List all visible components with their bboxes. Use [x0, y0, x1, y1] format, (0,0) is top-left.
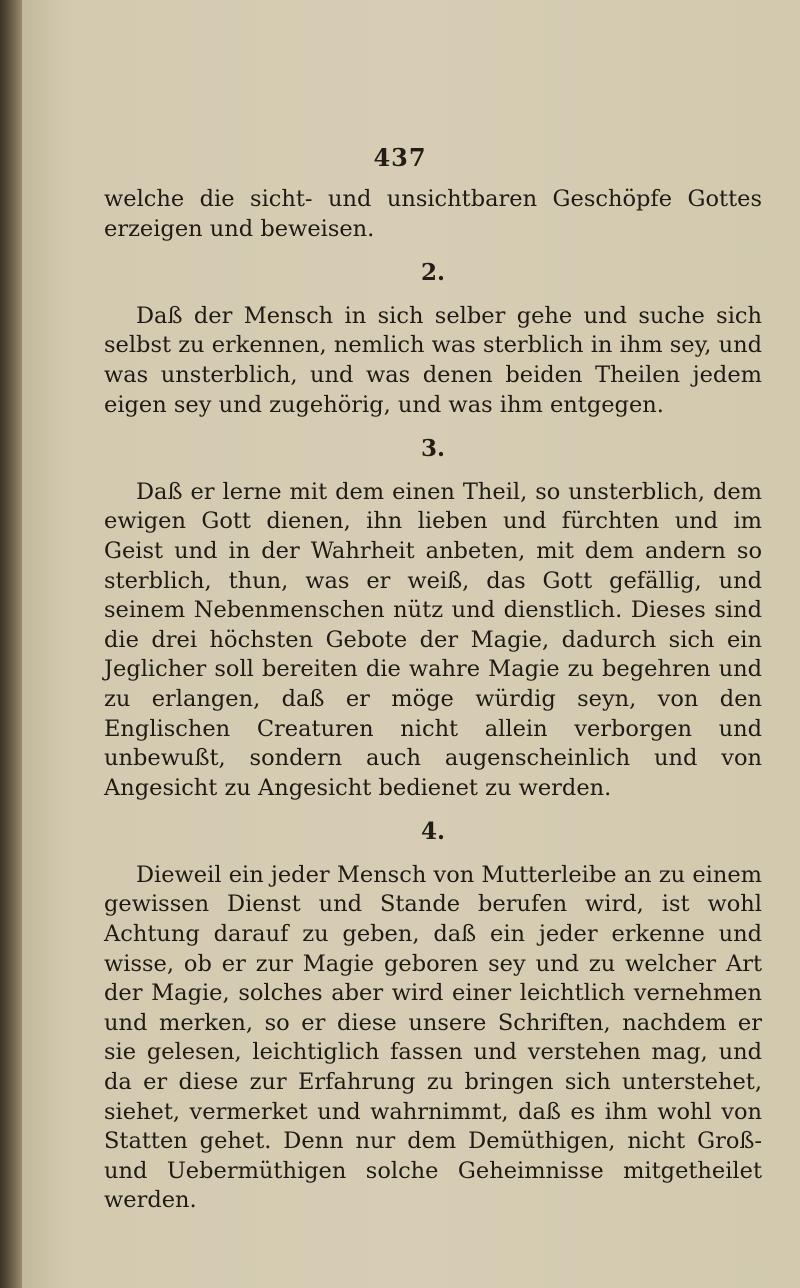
page-content — [104, 185, 762, 1216]
page-number: 437 — [373, 143, 427, 172]
section-number-2: 2. — [420, 259, 445, 287]
section-number-3: 3. — [420, 435, 445, 463]
paragraph-section-3: Daß er lerne mit dem einen Theil, so unsterblich, dem ewigen Gott dienen, ihn lieben und fürchten und im Geist und in der Wahrheit anbeten, mit dem andern so sterblich, thun, was er weiß, das Gott gefällig, und seinem Nebenmenschen nütz und dienstlich. Dieses sind die drei höchsten Gebote der Magie, dadurch sich ein Jeglicher soll bereiten die wahre Magie zu begehren und zu erlangen, daß er möge würdig seyn, von den Englischen Creaturen nicht allein verborgen und unbewußt, sondern auch augenscheinlich und von Angesicht zu Angesicht bedienet zu werden. — [104, 478, 762, 801]
paragraph-section-4: Dieweil ein jeder Mensch von Mutterleibe an zu einem gewissen Dienst und Stande berufen wird, ist wohl Achtung darauf zu geben, daß ein jeder erkenne und wisse, ob er zur Magie geboren sey und zu welcher Art der Magie, solches aber wird einer leichtlich vernehmen und merken, so er diese unsere Schriften, nachdem er sie gelesen, leichtiglich fassen und verstehen mag, und da er diese zur Erfahrung zu bringen sich unterstehet, siehet, vermerket und wahrnimmt, daß es ihm wohl von Statten gehet. Denn nur dem Demüthigen, nicht Groß- und Uebermüthigen solche Geheimnisse mitgetheilet werden. — [104, 861, 762, 1214]
section-number-4: 4. — [420, 818, 445, 846]
paragraph-section-2: Daß der Mensch in sich selber gehe und suche sich selbst zu erkennen, nemlich was sterblich in ihm sey, und was unsterblich, und was denen beiden Theilen jedem eigen sey und zugehörig, und was ihm entgegen. — [104, 302, 762, 418]
paragraph-intro: welche die sicht- und unsichtbaren Geschöpfe Gottes erzeigen und beweisen. — [104, 186, 762, 242]
